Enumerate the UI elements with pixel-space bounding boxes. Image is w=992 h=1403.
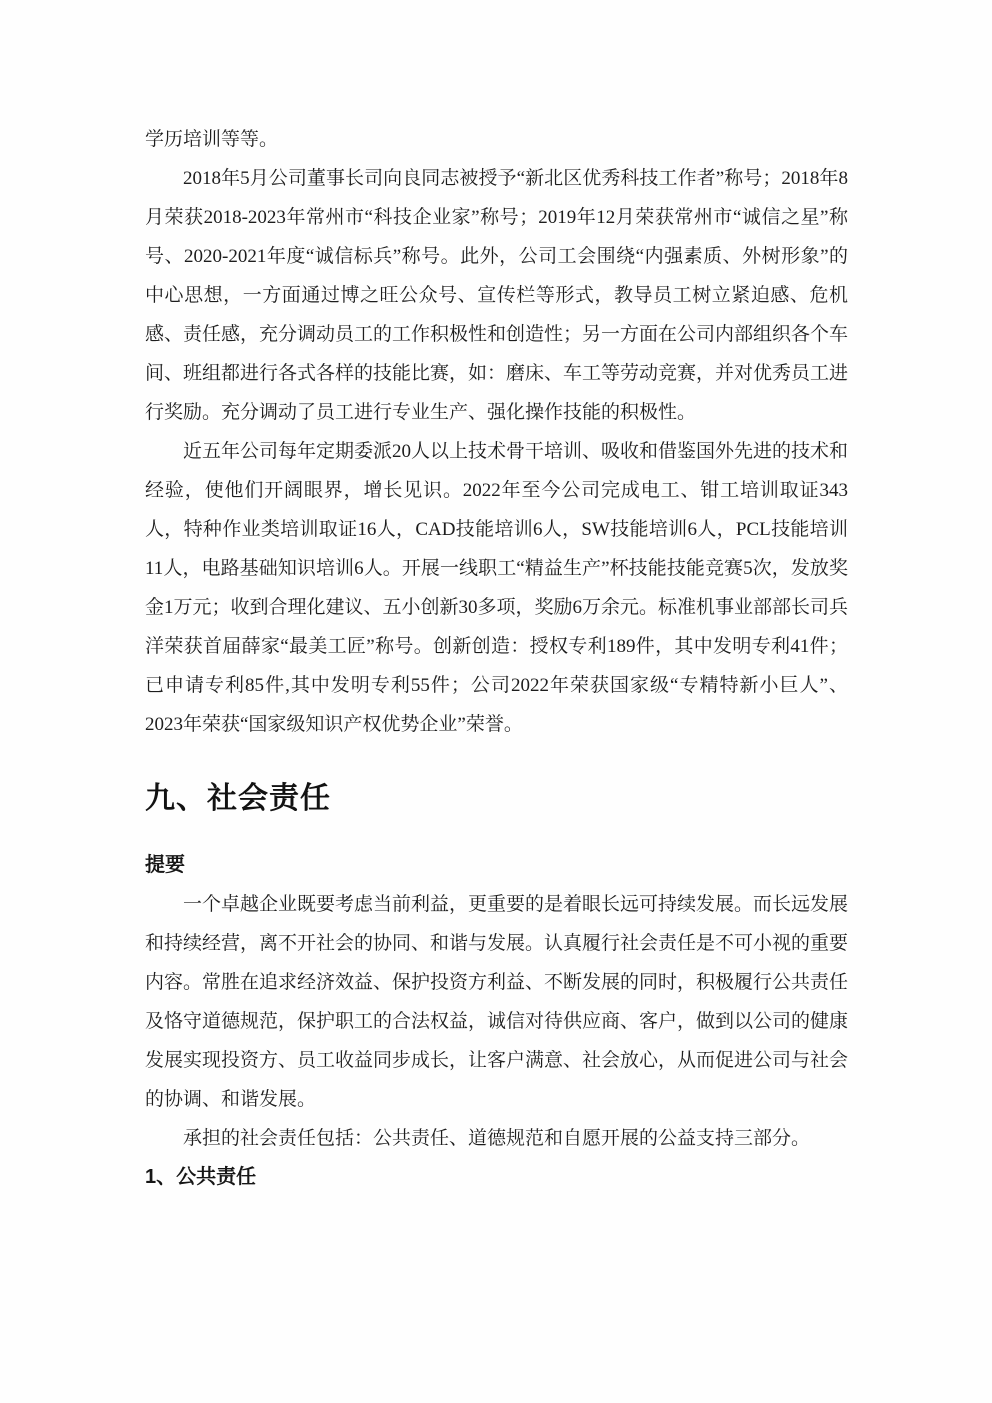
section-heading-social-responsibility: 九、社会责任 (145, 782, 331, 815)
paragraph-training-innovation: 近五年公司每年定期委派20人以上技术骨干培训、吸收和借鉴国外先进的技术和经验，使他们开阔眼界，增长见识。2022年至今公司完成电工、钳工培训取证343人，特种作业类培训取证16人，CAD技能培训6人，SW技能培训6人，PCL技能培训11人，电路基础知识培训6人。开展一线职工“精益生产”杯技能技能竞赛5次，发放奖金1万元；收到合理化建议、五小创新30多项，奖励6万余元。标准机事业部部长司兵洋荣获首届薛家“最美工匠”称号。创新创造：授权专利189件，其中发明专利41件；已申请专利85件,其中发明专利55件；公司2022年荣获国家级“专精特新小巨人”、2023年荣获“国家级知识产权优势企业”荣誉。 (145, 441, 849, 735)
summary-label: 提要 (145, 854, 185, 876)
subsection-heading-public-responsibility: 1、公共责任 (145, 1166, 257, 1188)
paragraph-continuation: 学历培训等等。 (145, 129, 279, 150)
paragraph-responsibility-parts: 承担的社会责任包括：公共责任、道德规范和自愿开展的公益支持三部分。 (183, 1128, 811, 1149)
paragraph-summary: 一个卓越企业既要考虑当前利益，更重要的是着眼长远可持续发展。而长远发展和持续经营，离不开社会的协同、和谐与发展。认真履行社会责任是不可小视的重要内容。常胜在追求经济效益、保护投资方利益、不断发展的同时，积极履行公共责任及恪守道德规范，保护职工的合法权益，诚信对待供应商、客户，做到以公司的健康发展实现投资方、员工收益同步成长，让客户满意、社会放心，从而促进公司与社会的协调、和谐发展。 (145, 894, 849, 1110)
paragraph-awards-honors: 2018年5月公司董事长司向良同志被授予“新北区优秀科技工作者”称号；2018年8月荣获2018-2023年常州市“科技企业家”称号；2019年12月荣获常州市“诚信之星”称号、2020-2021年度“诚信标兵”称号。此外，公司工会围绕“内强素质、外树形象”的中心思想，一方面通过博之旺公众号、宣传栏等形式，教导员工树立紧迫感、危机感、责任感，充分调动员工的工作积极性和创造性；另一方面在公司内部组织各个车间、班组都进行各式各样的技能比赛，如：磨床、车工等劳动竞赛，并对优秀员工进行奖励。充分调动了员工进行专业生产、强化操作技能的积极性。 (145, 168, 849, 423)
